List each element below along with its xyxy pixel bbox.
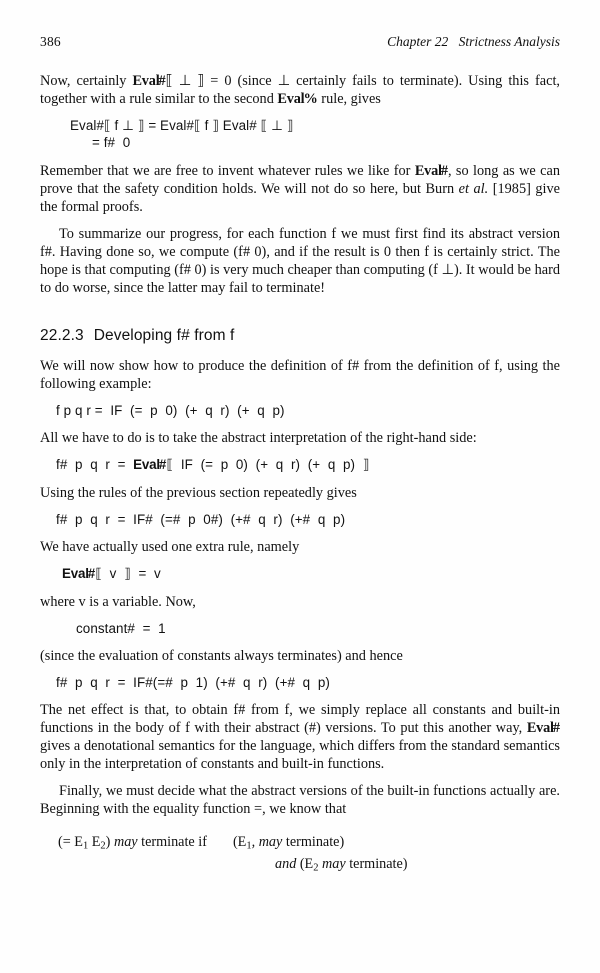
display-2-line: f p q r = IF (= p 0) (+ q r) (+ q p)	[56, 402, 285, 418]
eq-rhs-a: (E	[232, 834, 247, 851]
eq-lhs-c: )	[105, 834, 114, 851]
p2-etal: et al.	[458, 180, 489, 197]
p10-hash-symbol: #	[552, 720, 560, 737]
display-equation-7	[40, 674, 560, 691]
p1-percent-symbol: %	[303, 91, 318, 107]
p2-eval-symbol: Eval	[414, 162, 442, 179]
paragraph-9: (since the evaluation of constants always terminates) and hence	[40, 647, 403, 664]
p2-text-c: [1985] give the formal proofs.	[40, 180, 561, 215]
display-5-rest: ⟦ v ⟧ = v	[95, 566, 161, 582]
eq-row2-b: terminate)	[345, 856, 408, 873]
display-5-eval-symbol: Eval	[62, 566, 89, 582]
paragraph-1	[40, 72, 560, 108]
eq-sub-1: 1	[82, 841, 89, 852]
p1-eval-symbol-2: Eval	[277, 91, 305, 107]
eq-lhs-d: terminate if	[137, 834, 207, 851]
p1-text-b: ⟦ ⊥ ⟧ = 0 (since ⊥ certainly fails to terminate). Using this fact, together with a rule similar to the second	[40, 73, 560, 107]
display-3-line	[40, 456, 560, 473]
eq-rhs-b: terminate)	[282, 834, 345, 851]
running-head-title	[387, 34, 560, 50]
running-head-chapter: Chapter 22	[387, 34, 449, 49]
page-content	[40, 34, 560, 876]
display-3-rhs: ⟦ IF (= p 0) (+ q r) (+ q p) ⟧	[166, 457, 370, 473]
display-3-eval-symbol: Eval	[133, 457, 160, 473]
p10-text-a: The net effect is that, to obtain f# from f, we simply replace all constants and built-in functions in the body of f with their abstract (#) versions. To put this another way,	[40, 702, 560, 737]
running-head-chapter-title: Strictness Analysis	[458, 34, 560, 49]
eq-lhs-a: (= E	[58, 834, 83, 851]
section-title: Developing f# from f	[93, 326, 235, 344]
equality-row-1	[40, 832, 560, 854]
eq-sub-3: 1	[246, 841, 252, 852]
display-1-line-2: = f# 0	[92, 135, 131, 151]
display-3-lhs: f# p q r =	[56, 457, 134, 473]
running-head	[40, 34, 560, 50]
display-equation-2	[40, 402, 560, 419]
display-equation-4	[40, 511, 560, 528]
display-equation-3	[40, 456, 560, 473]
equality-row-2	[40, 854, 560, 876]
equality-block	[40, 832, 560, 876]
paragraph-7: We have actually used one extra rule, namely	[40, 539, 300, 556]
p10-eval-symbol: Eval	[526, 720, 554, 737]
p1-text-c: rule, gives	[317, 91, 381, 107]
paragraph-3: To summarize our progress, for each function f we must first find its abstract version f#. Having done so, we compute (f# 0), and if the result is 0 then f is certainly strict. The hope is that computing (f# 0) is very much cheaper than computing (f ⊥). It would be hard to do worse, since the latter may fail to terminate!	[40, 225, 560, 296]
display-equation-6	[40, 620, 560, 637]
paragraph-6: Using the rules of the previous section repeatedly gives	[40, 484, 357, 501]
eq-sub-2: 2	[100, 841, 106, 852]
eq-may-2: , may	[251, 834, 283, 851]
p1-eval-symbol: Eval	[132, 73, 160, 89]
paragraph-2	[40, 162, 560, 216]
p2-text-b: , so long as we can prove that the safety condition holds. We will not do so here, but Burn	[40, 162, 560, 197]
eq-may-1: may	[113, 834, 138, 851]
display-5-hash-symbol: #	[87, 566, 96, 582]
paragraph-8: where v is a variable. Now,	[40, 593, 196, 610]
display-equation-1	[40, 117, 560, 152]
section-number: 22.2.3	[40, 326, 84, 344]
eq-row2-a: (E	[296, 856, 314, 873]
display-equation-5	[40, 565, 560, 582]
display-5-line	[40, 565, 560, 582]
display-7-line: f# p q r = IF#(=# p 1) (+# q r) (+# q p)	[56, 674, 330, 690]
paragraph-4: We will now show how to produce the definition of f# from the definition of f, using the following example:	[40, 357, 560, 392]
p1-hash-symbol: #	[158, 73, 166, 89]
display-6-line: constant# = 1	[76, 620, 166, 636]
display-3-hash-symbol: #	[158, 457, 167, 473]
p10-text-b: gives a denotational semantics for the language, which differs from the standard semantics only in the interpretation of constants and built-in functions.	[40, 738, 560, 773]
section-heading	[40, 327, 560, 345]
page-number: 386	[40, 34, 61, 49]
eq-lhs-b: E	[88, 834, 101, 851]
p1-text-a: Now, certainly	[40, 73, 133, 89]
eq-sub-4: 2	[313, 862, 319, 874]
display-4-line: f# p q r = IF# (=# p 0#) (+# q r) (+# q p)	[56, 511, 346, 527]
p2-hash-symbol: #	[440, 162, 448, 179]
paragraph-5: All we have to do is to take the abstract interpretation of the right-hand side:	[40, 430, 477, 447]
p2-text-a: Remember that we are free to invent whatever rules we like for	[40, 162, 415, 179]
paragraph-10	[40, 701, 560, 773]
eq-may-3: may	[318, 856, 346, 873]
eq-and: and	[275, 856, 297, 873]
display-1-line-1: Eval#⟦ f ⊥ ⟧ = Eval#⟦ f ⟧ Eval# ⟦ ⊥ ⟧	[70, 118, 294, 133]
paragraph-11: Finally, we must decide what the abstract versions of the built-in functions actually are. Beginning with the equality function =, we know that	[40, 783, 560, 818]
